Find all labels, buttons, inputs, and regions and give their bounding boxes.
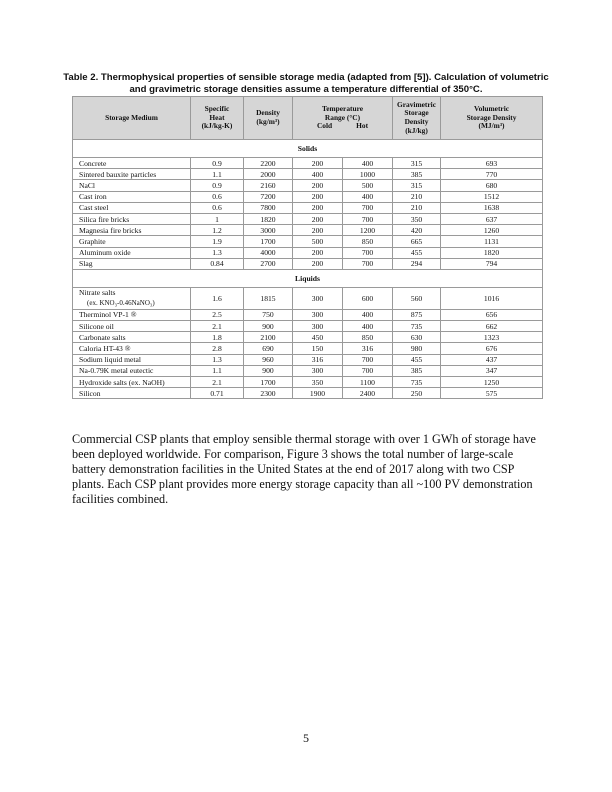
cell-specific-heat: 2.8 bbox=[191, 343, 244, 354]
cell-specific-heat: 0.9 bbox=[191, 158, 244, 169]
cell-specific-heat: 1.1 bbox=[191, 169, 244, 180]
cell-storage-medium: Concrete bbox=[73, 158, 191, 169]
table-row bbox=[73, 332, 543, 343]
cell-cold: 300 bbox=[293, 309, 343, 320]
cell-hot: 400 bbox=[343, 321, 393, 332]
page-number: 5 bbox=[303, 731, 309, 745]
cell-hot: 700 bbox=[343, 247, 393, 258]
table-row bbox=[73, 343, 543, 354]
cell-gravimetric: 630 bbox=[393, 332, 441, 343]
cell-storage-medium: Sodium liquid metal bbox=[73, 354, 191, 365]
cell-storage-medium: Cast iron bbox=[73, 191, 191, 202]
table-row bbox=[73, 236, 543, 247]
cell-hot: 2400 bbox=[343, 388, 393, 399]
cell-volumetric: 637 bbox=[441, 213, 543, 224]
cell-volumetric: 1131 bbox=[441, 236, 543, 247]
cell-density: 960 bbox=[244, 354, 293, 365]
table-row bbox=[73, 202, 543, 213]
cell-density: 2100 bbox=[244, 332, 293, 343]
cell-volumetric: 770 bbox=[441, 169, 543, 180]
cell-cold: 500 bbox=[293, 236, 343, 247]
cell-storage-medium: Na-0.79K metal eutectic bbox=[73, 365, 191, 376]
cell-volumetric: 693 bbox=[441, 158, 543, 169]
cell-volumetric: 347 bbox=[441, 365, 543, 376]
cell-density: 7800 bbox=[244, 202, 293, 213]
cell-storage-medium: Slag bbox=[73, 258, 191, 269]
cell-cold: 300 bbox=[293, 365, 343, 376]
cell-hot: 850 bbox=[343, 236, 393, 247]
cell-density: 900 bbox=[244, 321, 293, 332]
cell-cold: 300 bbox=[293, 287, 343, 309]
cell-gravimetric: 250 bbox=[393, 388, 441, 399]
cell-storage-medium: NaCl bbox=[73, 180, 191, 191]
header-storage-medium: Storage Medium bbox=[73, 97, 191, 140]
cell-gravimetric: 875 bbox=[393, 309, 441, 320]
table-row bbox=[73, 377, 543, 388]
cell-density: 1820 bbox=[244, 213, 293, 224]
header-gravimetric-density: Gravimetric Storage Density (kJ/kg) bbox=[393, 97, 441, 140]
cell-storage-medium: Carbonate salts bbox=[73, 332, 191, 343]
cell-hot: 850 bbox=[343, 332, 393, 343]
cell-cold: 200 bbox=[293, 258, 343, 269]
table-row bbox=[73, 309, 543, 320]
header-temp-hot: Hot bbox=[356, 121, 369, 131]
cell-cold: 450 bbox=[293, 332, 343, 343]
cell-specific-heat: 0.6 bbox=[191, 191, 244, 202]
cell-cold: 316 bbox=[293, 354, 343, 365]
table-row bbox=[73, 158, 543, 169]
cell-volumetric: 437 bbox=[441, 354, 543, 365]
cell-cold: 200 bbox=[293, 191, 343, 202]
cell-gravimetric: 385 bbox=[393, 169, 441, 180]
cell-gravimetric: 315 bbox=[393, 158, 441, 169]
table-caption: Table 2. Thermophysical properties of sensible storage media (adapted from [5]). Calculation of volumetric and gravimetric storage densities assume a temperature differential of 350°C. bbox=[63, 72, 549, 95]
table-row bbox=[73, 258, 543, 269]
cell-gravimetric: 455 bbox=[393, 354, 441, 365]
cell-gravimetric: 210 bbox=[393, 202, 441, 213]
storage-media-table bbox=[72, 96, 543, 399]
cell-storage-medium: Aluminum oxide bbox=[73, 247, 191, 258]
cell-gravimetric: 980 bbox=[393, 343, 441, 354]
cell-cold: 200 bbox=[293, 158, 343, 169]
cell-cold: 300 bbox=[293, 321, 343, 332]
cell-specific-heat: 0.71 bbox=[191, 388, 244, 399]
cell-hot: 316 bbox=[343, 343, 393, 354]
cell-density: 1700 bbox=[244, 236, 293, 247]
cell-density: 3000 bbox=[244, 225, 293, 236]
medium-note: (ex. KNO₃-0.46NaNO₃) bbox=[87, 298, 155, 307]
cell-hot: 700 bbox=[343, 354, 393, 365]
table-row bbox=[73, 225, 543, 236]
cell-specific-heat: 0.9 bbox=[191, 180, 244, 191]
cell-gravimetric: 560 bbox=[393, 287, 441, 309]
cell-gravimetric: 735 bbox=[393, 377, 441, 388]
cell-volumetric: 1820 bbox=[441, 247, 543, 258]
cell-volumetric: 680 bbox=[441, 180, 543, 191]
cell-specific-heat: 1.9 bbox=[191, 236, 244, 247]
cell-density: 1700 bbox=[244, 377, 293, 388]
cell-density: 900 bbox=[244, 365, 293, 376]
cell-volumetric: 1260 bbox=[441, 225, 543, 236]
cell-specific-heat: 2.5 bbox=[191, 309, 244, 320]
cell-hot: 500 bbox=[343, 180, 393, 191]
cell-hot: 400 bbox=[343, 191, 393, 202]
cell-volumetric: 676 bbox=[441, 343, 543, 354]
cell-volumetric: 1323 bbox=[441, 332, 543, 343]
cell-volumetric: 794 bbox=[441, 258, 543, 269]
table-row bbox=[73, 213, 543, 224]
cell-storage-medium: Hydroxide salts (ex. NaOH) bbox=[73, 377, 191, 388]
cell-density: 2700 bbox=[244, 258, 293, 269]
cell-gravimetric: 420 bbox=[393, 225, 441, 236]
cell-specific-heat: 1 bbox=[191, 213, 244, 224]
cell-cold: 150 bbox=[293, 343, 343, 354]
cell-storage-medium: Silicon bbox=[73, 388, 191, 399]
cell-volumetric: 1512 bbox=[441, 191, 543, 202]
cell-hot: 700 bbox=[343, 365, 393, 376]
cell-hot: 1100 bbox=[343, 377, 393, 388]
cell-volumetric: 575 bbox=[441, 388, 543, 399]
cell-hot: 1200 bbox=[343, 225, 393, 236]
cell-storage-medium: Nitrate salts (ex. KNO₃-0.46NaNO₃) bbox=[73, 287, 191, 309]
cell-gravimetric: 350 bbox=[393, 213, 441, 224]
table-header-row bbox=[73, 97, 543, 140]
cell-gravimetric: 294 bbox=[393, 258, 441, 269]
cell-hot: 1000 bbox=[343, 169, 393, 180]
cell-volumetric: 1016 bbox=[441, 287, 543, 309]
table-row bbox=[73, 247, 543, 258]
cell-hot: 700 bbox=[343, 258, 393, 269]
cell-volumetric: 1250 bbox=[441, 377, 543, 388]
cell-specific-heat: 1.1 bbox=[191, 365, 244, 376]
cell-storage-medium: Cast steel bbox=[73, 202, 191, 213]
cell-gravimetric: 385 bbox=[393, 365, 441, 376]
table-row bbox=[73, 180, 543, 191]
table-row bbox=[73, 191, 543, 202]
cell-gravimetric: 665 bbox=[393, 236, 441, 247]
cell-density: 7200 bbox=[244, 191, 293, 202]
cell-gravimetric: 735 bbox=[393, 321, 441, 332]
cell-volumetric: 1638 bbox=[441, 202, 543, 213]
cell-volumetric: 662 bbox=[441, 321, 543, 332]
table-row bbox=[73, 365, 543, 376]
cell-storage-medium: Magnesia fire bricks bbox=[73, 225, 191, 236]
section-label: Liquids bbox=[73, 269, 543, 287]
cell-specific-heat: 1.6 bbox=[191, 287, 244, 309]
header-temperature-range: Temperature Range (°C) Cold Hot bbox=[293, 97, 393, 140]
header-density: Density (kg/m³) bbox=[244, 97, 293, 140]
cell-cold: 1900 bbox=[293, 388, 343, 399]
cell-specific-heat: 0.84 bbox=[191, 258, 244, 269]
table-row bbox=[73, 287, 543, 309]
body-paragraph: Commercial CSP plants that employ sensible thermal storage with over 1 GWh of storage have been deployed worldwide. For comparison, Figure 3 shows the total number of large-scale battery demonstration facilities in the United States at the end of 2017 along with two CSP plants. Each CSP plant provides more energy storage capacity than all ~100 PV demonstration facilities combined. bbox=[72, 432, 536, 506]
cell-cold: 200 bbox=[293, 247, 343, 258]
cell-density: 2000 bbox=[244, 169, 293, 180]
cell-volumetric: 656 bbox=[441, 309, 543, 320]
cell-density: 690 bbox=[244, 343, 293, 354]
cell-density: 4000 bbox=[244, 247, 293, 258]
cell-gravimetric: 210 bbox=[393, 191, 441, 202]
cell-density: 2160 bbox=[244, 180, 293, 191]
cell-density: 1815 bbox=[244, 287, 293, 309]
cell-cold: 400 bbox=[293, 169, 343, 180]
cell-gravimetric: 455 bbox=[393, 247, 441, 258]
cell-density: 750 bbox=[244, 309, 293, 320]
header-volumetric-density: Volumetric Storage Density (MJ/m³) bbox=[441, 97, 543, 140]
cell-density: 2300 bbox=[244, 388, 293, 399]
cell-hot: 700 bbox=[343, 213, 393, 224]
cell-hot: 600 bbox=[343, 287, 393, 309]
cell-cold: 350 bbox=[293, 377, 343, 388]
cell-density: 2200 bbox=[244, 158, 293, 169]
section-label: Solids bbox=[73, 140, 543, 158]
cell-cold: 200 bbox=[293, 180, 343, 191]
table-row bbox=[73, 388, 543, 399]
cell-hot: 400 bbox=[343, 309, 393, 320]
cell-specific-heat: 1.8 bbox=[191, 332, 244, 343]
cell-hot: 700 bbox=[343, 202, 393, 213]
table-row bbox=[73, 354, 543, 365]
cell-gravimetric: 315 bbox=[393, 180, 441, 191]
cell-specific-heat: 1.3 bbox=[191, 354, 244, 365]
cell-storage-medium: Therminol VP-1 ® bbox=[73, 309, 191, 320]
cell-specific-heat: 0.6 bbox=[191, 202, 244, 213]
cell-storage-medium: Graphite bbox=[73, 236, 191, 247]
cell-storage-medium: Caloria HT-43 ® bbox=[73, 343, 191, 354]
cell-specific-heat: 2.1 bbox=[191, 321, 244, 332]
cell-cold: 200 bbox=[293, 213, 343, 224]
table-row bbox=[73, 169, 543, 180]
header-specific-heat: Specific Heat (kJ/kg-K) bbox=[191, 97, 244, 140]
cell-storage-medium: Silica fire bricks bbox=[73, 213, 191, 224]
cell-storage-medium: Sintered bauxite particles bbox=[73, 169, 191, 180]
cell-specific-heat: 1.3 bbox=[191, 247, 244, 258]
cell-hot: 400 bbox=[343, 158, 393, 169]
table-row bbox=[73, 321, 543, 332]
section-row-liquids bbox=[73, 269, 543, 287]
header-temp-cold: Cold bbox=[316, 121, 333, 131]
cell-storage-medium: Silicone oil bbox=[73, 321, 191, 332]
cell-specific-heat: 1.2 bbox=[191, 225, 244, 236]
cell-specific-heat: 2.1 bbox=[191, 377, 244, 388]
cell-cold: 200 bbox=[293, 225, 343, 236]
cell-cold: 200 bbox=[293, 202, 343, 213]
section-row-solids bbox=[73, 140, 543, 158]
